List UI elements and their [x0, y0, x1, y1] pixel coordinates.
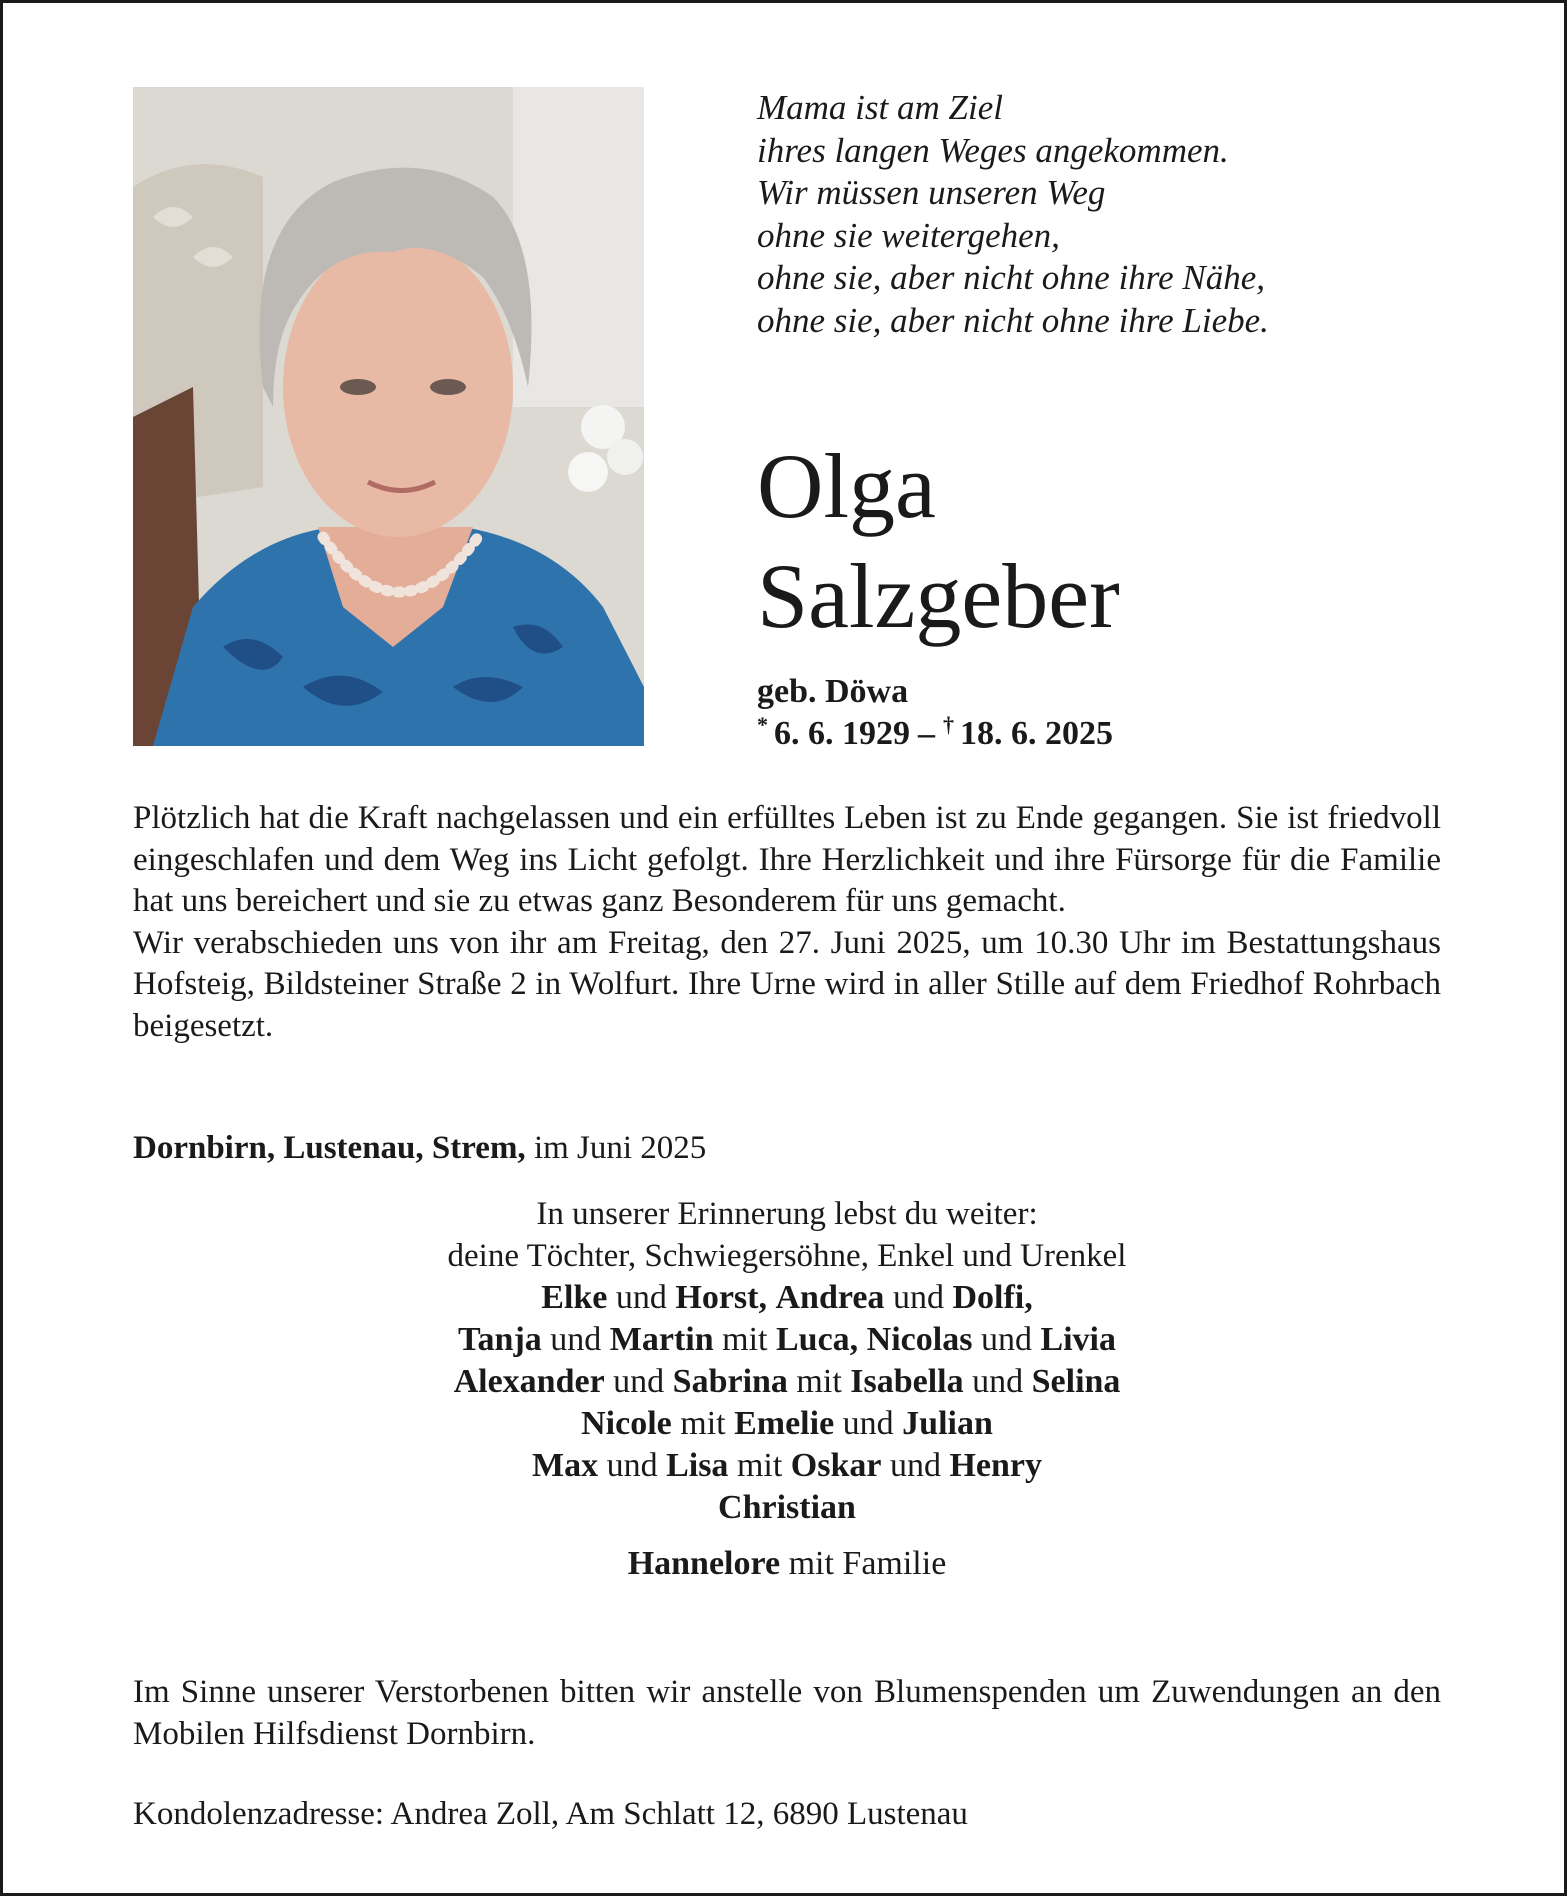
- mourner-name: Max: [531, 1447, 599, 1484]
- birth-date: 6. 6. 1929: [774, 715, 910, 752]
- poem-line: Mama ist am Ziel: [757, 88, 1003, 127]
- mourner-name: Isabella: [850, 1363, 964, 1400]
- family-line: [133, 1543, 1441, 1585]
- memorial-poem: [757, 87, 1477, 342]
- mourner-name: Henry: [949, 1447, 1043, 1484]
- connector-word: und: [972, 1363, 1024, 1400]
- portrait-photo: [133, 87, 644, 746]
- towns: Dornbirn, Lustenau, Strem,: [133, 1130, 526, 1166]
- connector-word: und: [842, 1405, 894, 1442]
- family-line: [133, 1403, 1441, 1445]
- poem-line: ohne sie weitergehen,: [757, 215, 1060, 255]
- obituary-text: [133, 798, 1441, 1048]
- poem-line: ohne sie, aber nicht ohne ihre Liebe.: [757, 300, 1269, 340]
- family-line: [133, 1277, 1441, 1319]
- family-line: [133, 1319, 1441, 1361]
- poem-line: Wir müssen unseren Weg: [757, 173, 1106, 212]
- portrait-illustration: [133, 87, 644, 746]
- birth-symbol: *: [757, 712, 768, 737]
- deceased-name: [757, 431, 1120, 651]
- connector-word: mit: [680, 1405, 726, 1442]
- connector-word: und: [980, 1321, 1032, 1358]
- mourners-intro: In unserer Erinnerung lebst du weiter:: [536, 1196, 1038, 1232]
- connector-word: mit: [722, 1321, 768, 1358]
- mourner-name: Selina: [1031, 1363, 1121, 1400]
- maiden-name: geb. Döwa: [757, 673, 909, 710]
- connector-word: mit Familie: [788, 1545, 947, 1582]
- poem-line: ihres langen Weges angekommen.: [757, 130, 1229, 170]
- mourner-name: Lisa: [666, 1447, 729, 1484]
- connector-word: mit: [736, 1447, 783, 1484]
- connector-word: und: [550, 1321, 602, 1358]
- donation-text: Im Sinne unserer Verstorbenen bitten wir anstelle von Blumenspenden um Zuwendungen an den Mobilen Hilfsdienst Dornbirn.: [133, 1674, 1441, 1752]
- paragraph-life: Plötzlich hat die Kraft nachgelassen und ein erfülltes Leben ist zu Ende gegangen. Sie ist friedvoll eingeschlafen und dem Weg ins Licht gefolgt. Ihre Herzlichkeit und ihre Fürsorge für die Familie hat uns bereichert und sie zu etwas ganz Besonderem für uns gemacht.: [133, 800, 1441, 920]
- family-line: [133, 1361, 1441, 1403]
- death-symbol: †: [943, 712, 954, 737]
- mourner-name: Luca, Nicolas: [775, 1321, 973, 1358]
- mourners-block: [133, 1193, 1441, 1585]
- birth-info: [757, 671, 1113, 758]
- family-line: [133, 1445, 1441, 1487]
- mourner-name: Oskar: [790, 1447, 882, 1484]
- mourner-name: Christian: [718, 1489, 856, 1526]
- place-date: [133, 1127, 1441, 1169]
- condolence-address: Kondolenzadresse: Andrea Zoll, Am Schlatt 12, 6890 Lustenau: [133, 1796, 968, 1832]
- mourners-relations: deine Töchter, Schwiegersöhne, Enkel und Urenkel: [447, 1238, 1127, 1274]
- mourner-name: Tanja: [457, 1321, 542, 1358]
- mourner-name: Julian: [902, 1405, 993, 1442]
- mourner-name: Nicole: [581, 1405, 672, 1442]
- connector-word: und: [889, 1447, 941, 1484]
- connector-word: und: [615, 1279, 667, 1316]
- family-line: [133, 1487, 1441, 1529]
- death-date: 18. 6. 2025: [960, 715, 1113, 752]
- life-dates: [757, 713, 1113, 758]
- poem-line: ohne sie, aber nicht ohne ihre Nähe,: [757, 258, 1266, 297]
- connector-word: und: [613, 1363, 665, 1400]
- connector-word: und: [892, 1279, 944, 1316]
- mourner-name: Martin: [609, 1321, 714, 1358]
- connector-word: und: [606, 1447, 658, 1484]
- mourner-name: Dolfi,: [952, 1279, 1033, 1316]
- mourner-name: Andrea: [775, 1279, 885, 1316]
- last-name: Salzgeber: [757, 545, 1120, 647]
- mourner-name: Sabrina: [672, 1363, 788, 1400]
- month-year: im Juni 2025: [533, 1130, 707, 1166]
- connector-word: mit: [796, 1363, 842, 1400]
- first-name: Olga: [757, 435, 936, 537]
- mourner-name: Alexander: [453, 1363, 605, 1400]
- mourner-name: Hannelore: [627, 1545, 781, 1582]
- mourner-name: Elke: [541, 1279, 608, 1316]
- date-dash: –: [918, 715, 935, 752]
- paragraph-ceremony: Wir verabschieden uns von ihr am Freitag, den 27. Juni 2025, um 10.30 Uhr im Bestattungshaus Hofsteig, Bildsteiner Straße 2 in Wolfurt. Ihre Urne wird in aller Stille auf dem Friedhof Rohrbach beigesetzt.: [133, 924, 1441, 1044]
- mourner-name: Emelie: [734, 1405, 835, 1442]
- mourner-name: Horst,: [675, 1279, 767, 1316]
- donation-request: [133, 1671, 1441, 1755]
- mourner-name: Livia: [1040, 1321, 1117, 1358]
